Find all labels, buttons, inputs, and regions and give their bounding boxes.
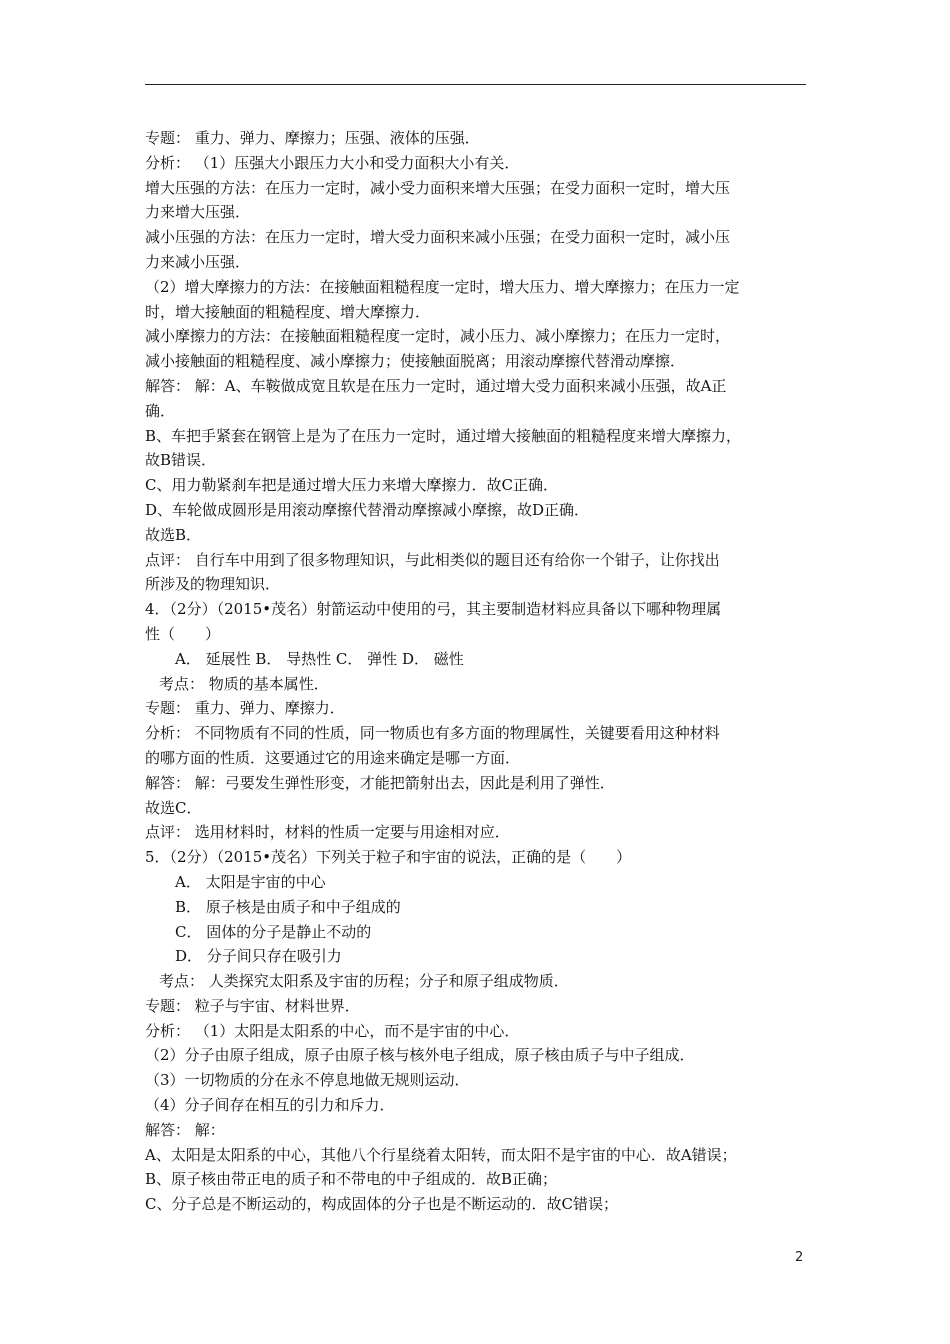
- text-line: 故选C．: [145, 798, 202, 817]
- text-line: （4）分子间存在相互的引力和斥力．: [145, 1096, 395, 1115]
- text-line: D． 分子间只存在吸引力: [175, 947, 342, 966]
- text-line: （2）增大摩擦力的方法：在接触面粗糙程度一定时，增大压力、增大摩擦力；在压力一定: [145, 277, 740, 296]
- text-line: 性（ ）: [145, 624, 221, 643]
- text-line: 点评： 自行车中用到了很多物理知识，与此相类似的题目还有给你一个钳子，让你找出: [145, 550, 720, 569]
- text-line: B、车把手紧套在钢管上是为了在压力一定时，通过增大接触面的粗糙程度来增大摩擦力，: [145, 426, 742, 445]
- page-number: 2: [795, 1250, 804, 1265]
- text-line: 分析： 不同物质有不同的性质，同一物质也有多方面的物理属性，关键要看用这种材料: [145, 724, 720, 743]
- text-line: 确．: [145, 401, 176, 420]
- text-line: 分析： （1）太阳是太阳系的中心，而不是宇宙的中心．: [145, 1021, 520, 1040]
- document-body: [145, 126, 806, 1217]
- text-line: 的哪方面的性质．这要通过它的用途来确定是哪一方面．: [145, 748, 521, 767]
- text-line: 减小接触面的粗糙程度、减小摩擦力；使接触面脱离；用滚动摩擦代替滑动摩擦．: [145, 352, 686, 371]
- text-line: 专题： 粒子与宇宙、材料世界．: [145, 996, 360, 1015]
- text-line: 增大压强的方法：在压力一定时，减小受力面积来增大压强；在受力面积一定时，增大压: [145, 178, 731, 197]
- text-line: 时，增大接触面的粗糙程度、增大摩擦力．: [145, 302, 431, 321]
- text-line: C、用力勒紧刹车把是通过增大压力来增大摩擦力．故C正确．: [145, 476, 558, 495]
- text-line: C． 固体的分子是静止不动的: [175, 922, 372, 941]
- text-line: 考点： 物质的基本属性．: [159, 674, 329, 693]
- text-line: 4．（2分）（2015•茂名）射箭运动中使用的弓，其主要制造材料应具备以下哪种物理属: [145, 600, 722, 619]
- text-line: 力来增大压强．: [145, 203, 251, 222]
- text-line: 点评： 选用材料时，材料的性质一定要与用途相对应．: [145, 823, 510, 842]
- text-line: 故选B．: [145, 525, 202, 544]
- text-line: 5．（2分）（2015•茂名）下列关于粒子和宇宙的说法，正确的是（ ）: [145, 848, 632, 867]
- text-line: 故B错误．: [145, 451, 217, 470]
- header-rule: [145, 84, 806, 85]
- text-line: C、分子总是不断运动的，构成固体的分子也是不断运动的．故C错误；: [145, 1195, 618, 1214]
- text-line: 分析： （1）压强大小跟压力大小和受力面积大小有关．: [145, 153, 520, 172]
- text-line: B、原子核由带正电的质子和不带电的中子组成的．故B正确；: [145, 1170, 558, 1189]
- text-line: A． 太阳是宇宙的中心: [175, 872, 326, 891]
- text-line: 解答： 解：A、车鞍做成宽且软是在压力一定时，通过增大受力面积来减小压强，故A正: [145, 376, 727, 395]
- text-line: A． 延展性 B． 导热性 C． 弹性 D． 磁性: [175, 649, 464, 668]
- text-line: 专题： 重力、弹力、摩擦力．: [145, 699, 345, 718]
- text-line: （2）分子由原子组成，原子由原子核与核外电子组成，原子核由质子与中子组成．: [145, 1046, 695, 1065]
- text-line: 所涉及的物理知识．: [145, 575, 281, 594]
- text-line: A、太阳是太阳系的中心，其他八个行星绕着太阳转，而太阳不是宇宙的中心．故A错误；: [145, 1145, 737, 1164]
- text-line: B． 原子核是由质子和中子组成的: [175, 897, 401, 916]
- text-line: 专题： 重力、弹力、摩擦力；压强、液体的压强．: [145, 129, 480, 147]
- text-line: 考点： 人类探究太阳系及宇宙的历程；分子和原子组成物质．: [159, 972, 569, 991]
- text-line: 解答： 解：: [145, 1120, 225, 1139]
- text-line: 力来减小压强．: [145, 252, 251, 271]
- text-line: 解答： 解：弓要发生弹性形变，才能把箭射出去，因此是利用了弹性．: [145, 773, 615, 792]
- text-line: D、车轮做成圆形是用滚动摩擦代替滑动摩擦减小摩擦，故D正确．: [145, 500, 590, 519]
- text-line: （3）一切物质的分在永不停息地做无规则运动．: [145, 1071, 470, 1090]
- text-line: 减小摩擦力的方法：在接触面粗糙程度一定时，减小压力、减小摩擦力；在压力一定时，: [145, 327, 731, 346]
- text-line: 减小压强的方法：在压力一定时，增大受力面积来减小压强；在受力面积一定时，减小压: [145, 228, 731, 247]
